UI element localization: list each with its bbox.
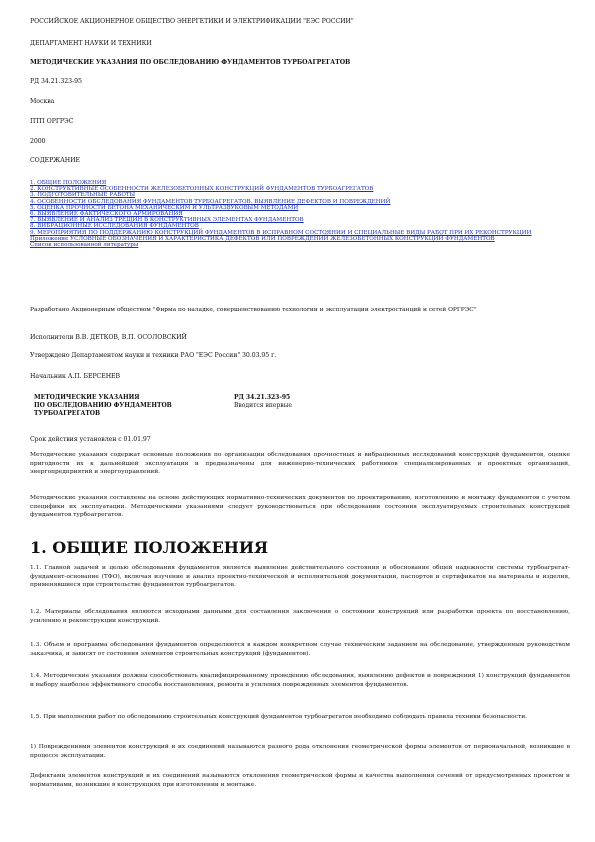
meta-left-line: ПО ОБСЛЕДОВАНИЮ ФУНДАМЕНТОВ bbox=[34, 401, 172, 409]
footnote-damage: 1) Повреждениями элементов конструкций и их соединений называются разного рода отклонения геометрической формы элементов от первоначальной, возникшие в процессе эксплуатации. bbox=[30, 744, 570, 759]
toc-link-references[interactable]: Список использованной литературы bbox=[30, 242, 139, 249]
authors: Исполнители В.В. ДЕТКОВ, В.П. ОСОЛОВСКИЙ bbox=[30, 334, 187, 341]
meta-right-line: Вводится впервые bbox=[234, 401, 292, 409]
meta-right-col bbox=[234, 394, 292, 410]
meta-right-line: РД 34.21.323-95 bbox=[234, 394, 291, 401]
department: ДЕПАРТАМЕНТ НАУКИ И ТЕХНИКИ bbox=[30, 40, 152, 47]
head-name: Начальник А.П. БЕРСЕНЕВ bbox=[30, 373, 121, 380]
intro-paragraph-1: Методические указания содержат основные положения по организации обследования прочностных и вибрационных исследований конструкций фундаментов, оценке пригодности их к дальнейшей эксплуатации и предназначены для инженерно-технических работников специализированных и проектных организаций, энергопредприятий и энергоуправлений. bbox=[30, 452, 570, 476]
toc-link-appendix[interactable]: Приложение УСЛОВНЫЕ ОБОЗНАЧЕНИЯ И ХАРАКТЕРИСТИКА ДЕФЕКТОВ ИЛИ ПОВРЕЖДЕНИЙ ЖЕЛЕЗОБЕТОННЫХ КОНСТРУКЦИЙ ФУНДАМЕНТОВ bbox=[30, 235, 495, 242]
publisher: ПТП ОРГРЭС bbox=[30, 118, 74, 125]
developed-by: Разработано Акционерным обществом "Фирма по наладке, совершенствованию технологии и эксплуатации электростанций и сетей ОРГРЭС" bbox=[30, 307, 477, 313]
city: Москва bbox=[30, 98, 55, 105]
paragraph-1-3: 1.3. Объем и программа обследования фундаментов определяются в каждом конкретном случае техническим заданием на обследование, утвержденным руководством заказчика, и зависят от состояния элементов строительных конструкций (фундаментов). bbox=[30, 642, 570, 657]
toc-link-5[interactable]: 5. ОЦЕНКА ПРОЧНОСТИ БЕТОНА МЕХАНИЧЕСКИМ И УЛЬТРАЗВУКОВЫМ МЕТОДАМИ bbox=[30, 204, 299, 211]
paragraph-1-4: 1.4. Методические указания должны способствовать квалифицированному проведению обследования, выявлению дефектов и повреждений 1) конструкций фундаментов и выбору наиболее эффективного способа восстановления, ремонта и усиления поврежденных элементов фундаментов. bbox=[30, 673, 570, 688]
document-title: МЕТОДИЧЕСКИЕ УКАЗАНИЯ ПО ОБСЛЕДОВАНИЮ ФУНДАМЕНТОВ ТУРБОАГРЕГАТОВ bbox=[30, 59, 351, 66]
toc-link-4[interactable]: 4. ОСОБЕННОСТИ ОБСЛЕДОВАНИЯ ФУНДАМЕНТОВ ТУРБОАГРЕГАТОВ. ВЫЯВЛЕНИЕ ДЕФЕКТОВ И ПОВРЕЖДЕНИЙ bbox=[30, 198, 391, 205]
toc-link-3[interactable]: 3. ПОДГОТОВИТЕЛЬНЫЕ РАБОТЫ bbox=[30, 192, 136, 199]
meta-left-line: ТУРБОАГРЕГАТОВ bbox=[34, 409, 101, 417]
toc-link-8[interactable]: 8. ВИБРАЦИОННЫЕ ИССЛЕДОВАНИЯ ФУНДАМЕНТОВ bbox=[30, 223, 199, 230]
meta-left-line: МЕТОДИЧЕСКИЕ УКАЗАНИЯ bbox=[34, 394, 140, 401]
approved-by: Утверждено Департаментом науки и техники РАО "ЕЭС России" 30.03.95 г. bbox=[30, 352, 277, 359]
toc-link-7[interactable]: 7. ВЫЯВЛЕНИЕ И АНАЛИЗ ТРЕЩИН В КОНСТРУКТИВНЫХ ЭЛЕМЕНТАХ ФУНДАМЕНТОВ bbox=[30, 217, 304, 224]
toc-link-1[interactable]: 1. ОБЩИЕ ПОЛОЖЕНИЯ bbox=[30, 180, 107, 186]
toc-link-6[interactable]: 6. ВЫЯВЛЕНИЕ ФАКТИЧЕСКОГО АРМИРОВАНИЯ bbox=[30, 211, 183, 218]
paragraph-1-5: 1.5. При выполнении работ по обследованию строительных конструкций фундаментов турбоагрегатов необходимо соблюдать правила техники безопасности. bbox=[30, 714, 528, 720]
intro-paragraph-2: Методические указания составлены на основе действующих нормативно-технических документов по проектированию, изготовлению и монтажу фундаментов с учетом специфики их эксплуатации. Методическими указаниями следует руководствоваться при обследовании состояния эксплуатируемых строительных конструкций фундаментов турбоагрегатов. bbox=[30, 495, 570, 519]
paragraph-1-2: 1.2. Материалы обследования являются исходными данными для составления заключения о состоянии конструкций или разработки проекта по восстановлению, усилению и реконструкции конструкций. bbox=[30, 609, 570, 624]
footnote-defects: Дефектами элементов конструкций и их соединений называются отклонения геометрической формы и качества выполнения сечений от предусмотренных проектом и нормативами, возникшие в конструкциях при изготовлении и монтаже. bbox=[30, 773, 570, 788]
toc-link-9[interactable]: 9. МЕРОПРИЯТИЯ ПО ПОДДЕРЖАНИЮ КОНСТРУКЦИЙ ФУНДАМЕНТОВ В ИСПРАВНОМ СОСТОЯНИИ И СПЕЦИАЛЬНЫЕ ВИДЫ РАБОТ ПРИ ИХ РЕКОНСТРУКЦИИ bbox=[30, 229, 532, 236]
year: 2000 bbox=[30, 138, 46, 145]
meta-left-col bbox=[34, 394, 172, 417]
contents-heading: СОДЕРЖАНИЕ bbox=[30, 157, 80, 164]
paragraph-1-1: 1.1. Главной задачей и целью обследования фундаментов является выявление действительного состояния и обоснование общей надежности системы турбоагрегат-фундамент-основание (ТФО), включая изучение и анализ проектно-технической и исполнительной документации, паспортов и сертификатов на материалы и изделия, применявшиеся при строительстве фундаментов турбоагрегатов. bbox=[30, 565, 570, 589]
section-heading: 1. ОБЩИЕ ПОЛОЖЕНИЯ bbox=[30, 538, 269, 557]
org-name: РОССИЙСКОЕ АКЦИОНЕРНОЕ ОБЩЕСТВО ЭНЕРГЕТИКИ И ЭЛЕКТРИФИКАЦИИ "ЕЭС РОССИИ" bbox=[30, 18, 354, 25]
validity: Срок действия установлен с 01.01.97 bbox=[30, 436, 151, 443]
table-of-contents bbox=[30, 180, 570, 248]
toc-link-2[interactable]: 2. КОНСТРУКТИВНЫЕ ОСОБЕННОСТИ ЖЕЛЕЗОБЕТОННЫХ КОНСТРУКЦИЙ ФУНДАМЕНТОВ ТУРБОАГРЕГАТОВ bbox=[30, 186, 374, 193]
document-code: РД 34.21.323-95 bbox=[30, 78, 82, 85]
